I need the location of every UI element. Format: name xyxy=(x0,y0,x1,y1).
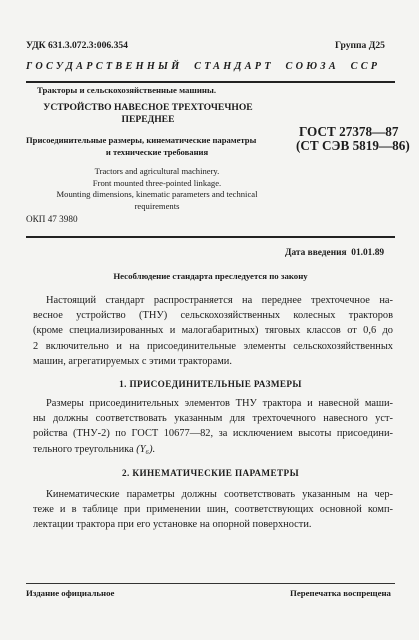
state-standard-heading: ГОСУДАРСТВЕННЫЙ СТАНДАРТ СОЮЗА ССР xyxy=(26,61,381,72)
section-1-line-1: Размеры присоединительных элементов ТНУ трактора и навесной маши- xyxy=(46,398,393,409)
title-block-rule xyxy=(26,236,395,238)
english-title-line-1: Tractors and agricultural machinery. xyxy=(94,166,220,176)
section-1-heading: 1. ПРИСОЕДИНИТЕЛЬНЫЕ РАЗМЕРЫ xyxy=(119,379,302,389)
st-sev-number: (СТ СЭВ 5819—86) xyxy=(296,138,410,153)
category-line: Тракторы и сельскохозяйственные машины. xyxy=(37,85,217,95)
section-1-paragraph xyxy=(33,396,393,457)
okp-code: ОКП 47 3980 xyxy=(26,214,78,224)
title-line-2: ПЕРЕДНЕЕ xyxy=(121,114,175,125)
intro-line-2: весное устройство (ТНУ) сельскохозяйственных колесных тракторов xyxy=(33,310,393,322)
section-2-paragraph xyxy=(33,487,393,533)
subtitle-line-2: и технические требования xyxy=(105,147,209,157)
footer-rule xyxy=(26,583,395,584)
section-1-line-4-text: тельного треугольника xyxy=(33,443,134,455)
section-2-heading: 2. КИНЕМАТИЧЕСКИЕ ПАРАМЕТРЫ xyxy=(122,468,299,478)
title-line-1: УСТРОЙСТВО НАВЕСНОЕ ТРЕХТОЧЕЧНОЕ xyxy=(43,102,253,113)
gost-number: ГОСТ 27378—87 xyxy=(299,124,399,139)
english-title-line-4: requirements xyxy=(134,200,180,211)
footer-official-edition: Издание официальное xyxy=(26,588,115,598)
udk-code: УДК 631.3.072.3:006.354 xyxy=(26,40,128,51)
law-notice: Несоблюдение стандарта преследуется по закону xyxy=(113,271,308,281)
section-2-line-2: теже и в таблице при применении шин, соответствующих основной комп- xyxy=(33,504,393,516)
english-title-line-3: Mounting dimensions, kinematic parameters and technical xyxy=(56,189,258,200)
section-1-line-3: ройства (ТНУ-2) по ГОСТ 10677—82, за исключением высоты присоедини- xyxy=(33,428,393,440)
intro-line-5: машин, агрегатируемых с этими тракторами. xyxy=(33,355,232,367)
section-1-line-4 xyxy=(33,442,393,457)
header-rule xyxy=(26,81,395,83)
section-2-line-1: Кинематические параметры должны соответствовать указанным на чер- xyxy=(46,489,393,500)
footer-reprint-prohibited: Перепечатка воспрещена xyxy=(290,588,391,598)
group-code: Группа Д25 xyxy=(335,40,385,51)
intro-paragraph xyxy=(33,293,393,369)
effective-date: Дата введения 01.01.89 xyxy=(285,248,385,258)
section-2-line-3: лектации трактора при его установке на опорной поверхности. xyxy=(33,519,312,531)
intro-line-4: 2 включительно и на присоединительные элементы сельскохозяйственных xyxy=(33,340,393,352)
height-formula: (Y₆). xyxy=(136,443,156,455)
intro-line-3: (кроме специализированных и малогабаритных) тяговых классов от 0,6 до xyxy=(33,325,393,337)
section-1-line-2: ны должны соответствовать указанным для трехточечного навесного уст- xyxy=(33,413,393,425)
english-title-block xyxy=(26,166,288,212)
subtitle-line-1: Присоединительные размеры, кинематические параметры xyxy=(26,135,257,145)
intro-line-1: Настоящий стандарт распространяется на переднее трехточечное на- xyxy=(46,295,393,306)
english-title-line-2: Front mounted three-pointed linkage. xyxy=(92,177,222,188)
